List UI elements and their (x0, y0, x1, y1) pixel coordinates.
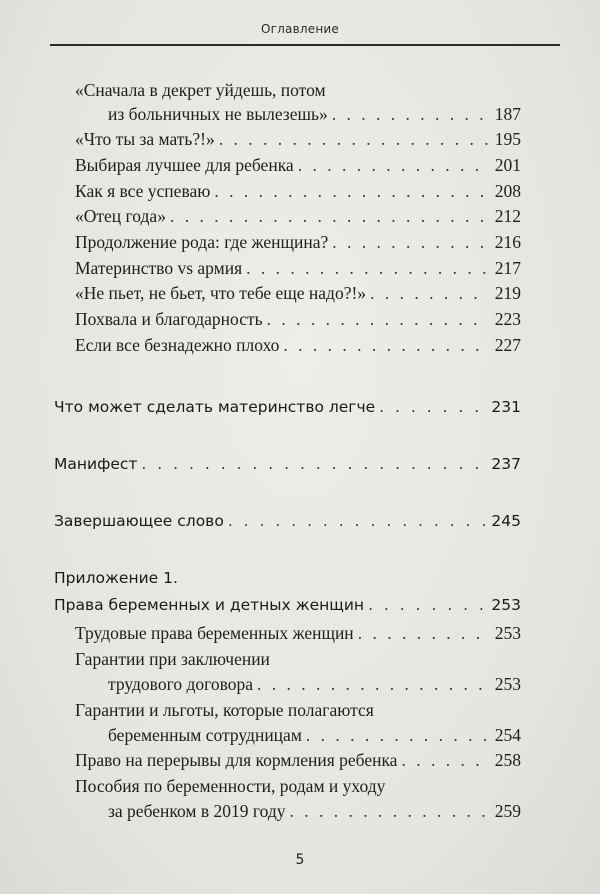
toc-entry-title: из больничных не вылезешь» (108, 104, 328, 124)
toc-entry-page: 216 (494, 232, 521, 252)
toc-entry[interactable] (75, 258, 521, 279)
toc-entry-title: Выбирая лучшее для ребенка (75, 155, 294, 175)
toc-entry-page: 253 (494, 623, 521, 643)
toc-section-title: Манифест (54, 455, 138, 473)
toc-leader-dots (170, 206, 489, 227)
toc-entry-line1: «Сначала в декрет уйдешь, потом (75, 80, 326, 100)
toc-entry[interactable] (75, 181, 521, 202)
toc-section[interactable] (54, 455, 521, 473)
toc-leader-dots (214, 181, 488, 202)
toc-entry[interactable] (108, 104, 521, 125)
toc-entry[interactable] (108, 674, 521, 695)
toc-section-title: Что может сделать материнство легче (54, 398, 376, 416)
toc-entry-title: Трудовые права беременных женщин (75, 623, 354, 643)
toc-section-page: 237 (491, 455, 521, 473)
header-rule (50, 44, 560, 46)
toc-entry-title: трудового договора (108, 674, 253, 694)
toc-entry[interactable] (108, 725, 521, 746)
toc-leader-dots (379, 398, 485, 416)
toc-entry-page: 217 (494, 258, 521, 278)
toc-leader-dots (306, 725, 489, 746)
toc-leader-dots (298, 155, 489, 176)
toc-leader-dots (332, 104, 489, 125)
toc-entry-page: 254 (494, 725, 521, 745)
toc-entry-page: 258 (494, 750, 521, 770)
toc-entry-title: Продолжение рода: где женщина? (75, 232, 329, 252)
toc-leader-dots (246, 258, 489, 279)
toc-entry[interactable] (75, 335, 521, 356)
toc-entry-page: 195 (494, 129, 521, 149)
toc-entry-title: Право на перерывы для кормления ребенка (75, 750, 398, 770)
running-head: Оглавление (261, 22, 339, 36)
toc-entry[interactable] (75, 750, 521, 771)
toc-entry-line1: Гарантии и льготы, которые полагаются (75, 700, 374, 720)
toc-leader-dots (283, 335, 488, 356)
toc-entry[interactable] (75, 283, 521, 304)
toc-entry-title: «Не пьет, не бьет, что тебе еще надо?!» (75, 283, 367, 303)
toc-entry[interactable] (75, 129, 521, 150)
toc-section-title: Завершающее слово (54, 512, 224, 530)
toc-leader-dots (141, 455, 485, 473)
toc-entry-title: Материнство vs армия (75, 258, 243, 278)
toc-entry-title: за ребенком в 2019 году (108, 801, 286, 821)
toc-leader-dots (332, 232, 488, 253)
toc-entry-line1: Пособия по беременности, родам и уходу (75, 776, 386, 796)
toc-leader-dots (370, 283, 489, 304)
toc-entry-page: 259 (494, 801, 521, 821)
toc-entry-title: беременным сотрудницам (108, 725, 302, 745)
toc-entry[interactable] (108, 801, 521, 822)
toc-section[interactable] (54, 512, 521, 530)
toc-entry[interactable] (75, 623, 521, 644)
toc-entry-title: Если все безнадежно плохо (75, 335, 280, 355)
toc-leader-dots (267, 309, 489, 330)
toc-section[interactable] (54, 596, 521, 614)
toc-leader-dots (368, 596, 485, 614)
toc-entry-page: 212 (494, 206, 521, 226)
toc-leader-dots (219, 129, 489, 150)
toc-section-title: Права беременных и детных женщин (54, 596, 365, 614)
toc-entry-page: 223 (494, 309, 521, 329)
toc-entry-page: 208 (494, 181, 521, 201)
toc-entry[interactable] (75, 232, 521, 253)
toc-entry[interactable] (75, 155, 521, 176)
toc-leader-dots (228, 512, 486, 530)
toc-entry-title: Похвала и благодарность (75, 309, 263, 329)
toc-section-page: 231 (491, 398, 521, 416)
page-number: 5 (295, 852, 305, 868)
toc-entry-page: 201 (494, 155, 521, 175)
toc-leader-dots (401, 750, 488, 771)
toc-entry-title: Как я все успеваю (75, 181, 211, 201)
appendix-label: Приложение 1. (54, 569, 178, 587)
toc-entry-line1: Гарантии при заключении (75, 649, 270, 669)
toc-entry-page: 219 (494, 283, 521, 303)
toc-entry[interactable] (75, 309, 521, 330)
toc-entry-page: 227 (494, 335, 521, 355)
toc-leader-dots (290, 801, 489, 822)
toc-entry[interactable] (75, 206, 521, 227)
toc-entry-title: «Отец года» (75, 206, 166, 226)
toc-entry-title: «Что ты за мать?!» (75, 129, 215, 149)
toc-entry-page: 253 (494, 674, 521, 694)
toc-leader-dots (257, 674, 489, 695)
toc-entry-page: 187 (494, 104, 521, 124)
toc-leader-dots (358, 623, 489, 644)
toc-section[interactable] (54, 398, 521, 416)
toc-section-page: 245 (491, 512, 521, 530)
toc-section-page: 253 (491, 596, 521, 614)
